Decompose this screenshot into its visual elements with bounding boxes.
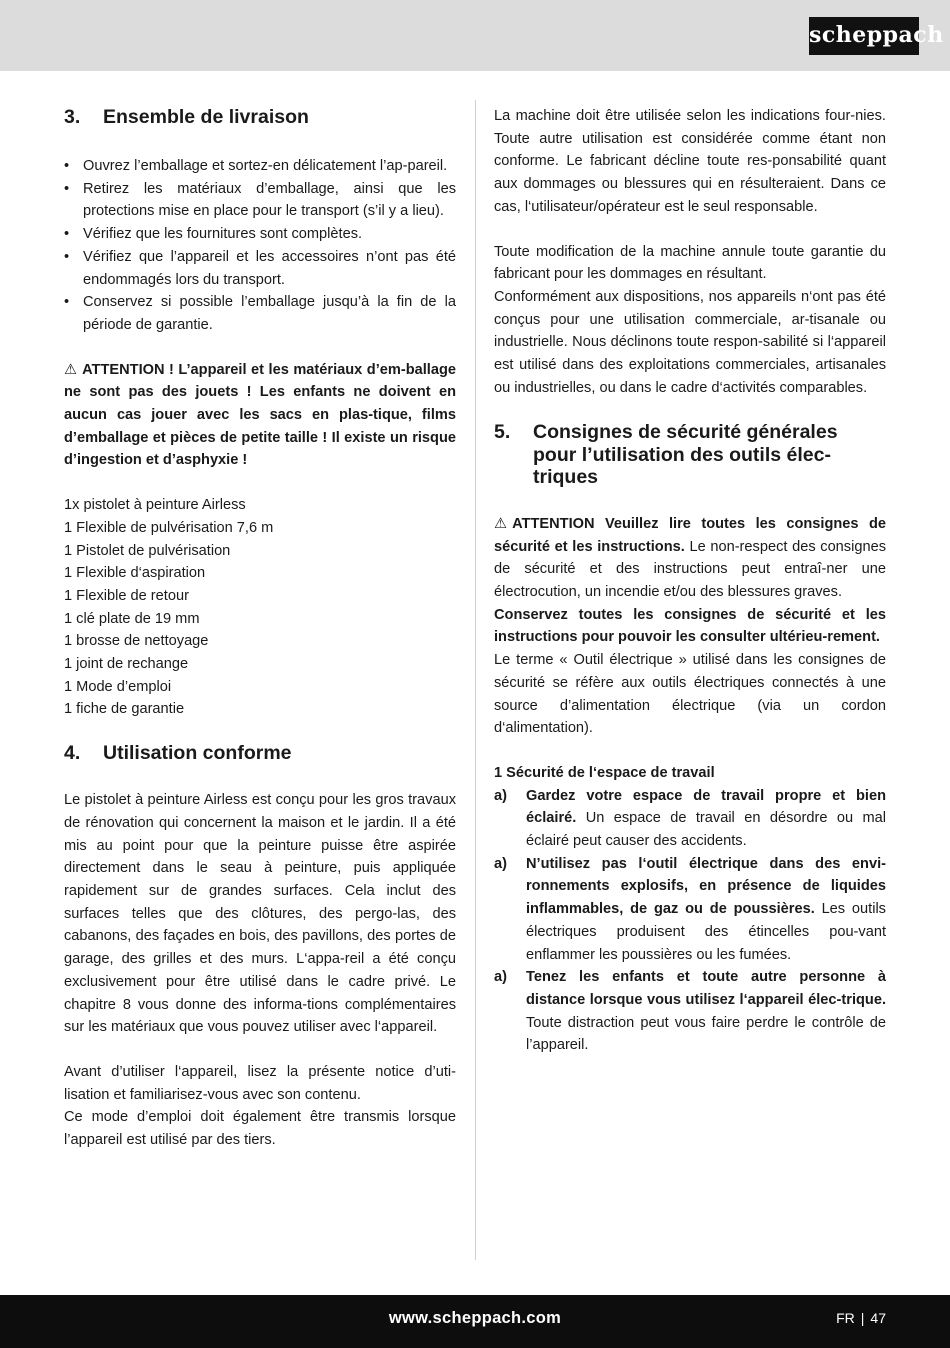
section-title: Utilisation conforme <box>103 742 292 765</box>
section-title: Ensemble de livraison <box>103 106 309 128</box>
section-number: 3. <box>64 106 81 128</box>
modification-paragraph: Toute modification de la machine annule toute garantie du fabricant pour les dommages en résultant. <box>494 243 886 283</box>
list-item: 1 Mode d’emploi <box>64 678 172 695</box>
section-title: Consignes de sécurité générales pour l’utilisation des outils élec-triques <box>533 421 838 489</box>
read-manual-paragraph: Avant d’utiliser l‘appareil, lisez la présente notice d’uti-lisation et familiarisez-vous avec son contenu. <box>64 1063 456 1103</box>
language-code: FR <box>836 1310 855 1326</box>
warning-triangle-icon: ⚠ <box>494 515 508 532</box>
unpacking-steps-list <box>64 155 456 337</box>
list-item: a) Tenez les enfants et toute autre personne à distance lorsque vous utilisez l‘appareil élec-trique. Toute distraction peut vous faire perdre le contrôle de l’appareil. <box>494 969 886 1054</box>
list-item: 1 Pistolet de pulvérisation <box>64 542 231 559</box>
scheppach-logo: scheppach <box>809 17 919 55</box>
list-item: 1 clé plate de 19 mm <box>64 610 200 627</box>
intended-use-paragraph: Le pistolet à peinture Airless est conçu pour les gros travaux de rénovation qui concernent la maison et le jardin. Il a été mis au point pour que la peinture puisse être aspirée directement dans le seau à peinture, puis appliquée rapidement sur de grandes surfaces. Cela inclut des surfaces telles que des clôtures, des pergo-las, des cabanons, des façades en bois, des pavillons, des portes de garage, des grilles et des murs. L‘appa-reil a été conçu exclusivement pour être utilisé dans le cadre privé. Le chapitre 8 vous donne des informa-tions complémentaires sur les matériaux que vous pouvez utiliser avec l‘appareil. <box>64 792 456 1036</box>
list-item: a) N’utilisez pas l‘outil électrique dans des envi-ronnements explosifs, en présence de liquides inflammables, de gaz ou de poussières. Les outils électriques produisent des étincelles pou-vant enflammer les poussières ou les fumées. <box>494 855 886 963</box>
left-column <box>64 105 456 1152</box>
workspace-safety-list <box>494 785 886 1057</box>
power-tool-term-paragraph: Le terme « Outil électrique » utilisé dans les consignes de sécurité se réfère aux outils électriques connectés à une source d’alimentation électrique (via un cordon d‘alimentation). <box>494 652 886 737</box>
right-column <box>494 105 886 1057</box>
section-number: 5. <box>494 421 511 444</box>
page-number: 47 <box>870 1310 886 1326</box>
list-item: 1x pistolet à peinture Airless <box>64 497 246 514</box>
bullet-icon: • <box>64 158 70 174</box>
list-item: 1 Flexible de retour <box>64 587 189 604</box>
section-5-heading <box>494 421 886 489</box>
list-item: 1 joint de rechange <box>64 656 189 673</box>
list-item: 1 fiche de garantie <box>64 701 185 718</box>
bullet-icon: • <box>64 248 70 265</box>
page-header <box>0 0 950 71</box>
safety-warning-paragraph: ⚠ ATTENTION Veuillez lire toutes les consignes de sécurité et les instructions. Le non-respect des consignes de sécurité et des instructions peut entraî-ner une électrocution, un incendie et/ou des blessures graves. <box>494 513 886 604</box>
keep-instructions-paragraph: Conservez toutes les consignes de sécurité et les instructions pour pouvoir les consulter ultérieu-rement. <box>494 606 886 646</box>
bullet-icon: • <box>64 180 70 197</box>
commercial-use-paragraph: Conformément aux dispositions, nos appareils n‘ont pas été conçus pour une utilisation commerciale, ar-tisanale ou industrielle. Nous déclinons toute respon-sabilité si l‘appareil est utilisé dans des exploitations commerciales, artisanales ou industrielles, ou dans le cadre d‘activités comparables. <box>494 288 886 396</box>
list-item: a) Gardez votre espace de travail propre et bien éclairé. Un espace de travail en désordre ou mal éclairé peut causer des accidents. <box>494 787 886 850</box>
list-item: 1 brosse de nettoyage <box>64 633 209 650</box>
bullet-icon: • <box>64 294 70 311</box>
workspace-safety-subtitle: 1 Sécurité de l‘espace de travail <box>494 764 715 781</box>
column-divider <box>475 100 476 1260</box>
list-item: 1 Flexible de pulvérisation 7,6 m <box>64 519 274 536</box>
separator: | <box>860 1310 865 1326</box>
website-link[interactable]: www.scheppach.com <box>388 1309 562 1327</box>
delivery-contents-list <box>64 494 456 721</box>
list-item: 1 Flexible d‘aspiration <box>64 565 206 582</box>
page-indicator <box>836 1310 886 1326</box>
page-footer <box>0 1295 950 1348</box>
list-item: • Vérifiez que les fournitures sont complètes. <box>64 223 456 246</box>
bullet-icon: • <box>64 226 70 243</box>
transfer-manual-paragraph: Ce mode d’emploi doit également être transmis lorsque l’appareil est utilisé par des tiers. <box>64 1109 456 1149</box>
list-item: • Ouvrez l’emballage et sortez-en délicatement l’ap-pareil. <box>64 155 456 178</box>
nonconforming-use-paragraph: La machine doit être utilisée selon les indications four-nies. Toute autre utilisation est considérée comme étant non conforme. Le fabricant décline toute res-ponsabilité quant aux dommages ou blessures qui en résulteraient. Dans ce cas, l‘utilisateur/opérateur est le seul responsable. <box>494 108 886 215</box>
list-item: • Retirez les matériaux d’emballage, ainsi que les protections mise en place pour le transport (s’il y a lieu). <box>64 178 456 223</box>
list-item: • Vérifiez que l’appareil et les accessoires n’ont pas été endommagés lors du transport. <box>64 246 456 291</box>
warning-triangle-icon: ⚠ <box>64 361 78 378</box>
packaging-warning: ⚠ ATTENTION ! L’appareil et les matériaux d’em-ballage ne sont pas des jouets ! Les enfants ne doivent en aucun cas jouer avec les sacs en plas-tique, films d’emballage et pièces de petite taille ! Il existe un risque d’ingestion et d’asphyxie ! <box>64 359 456 473</box>
section-number: 4. <box>64 742 81 765</box>
list-item: • Conservez si possible l’emballage jusqu’à la fin de la période de garantie. <box>64 291 456 336</box>
section-3-heading <box>64 105 456 129</box>
section-4-heading <box>64 741 456 765</box>
